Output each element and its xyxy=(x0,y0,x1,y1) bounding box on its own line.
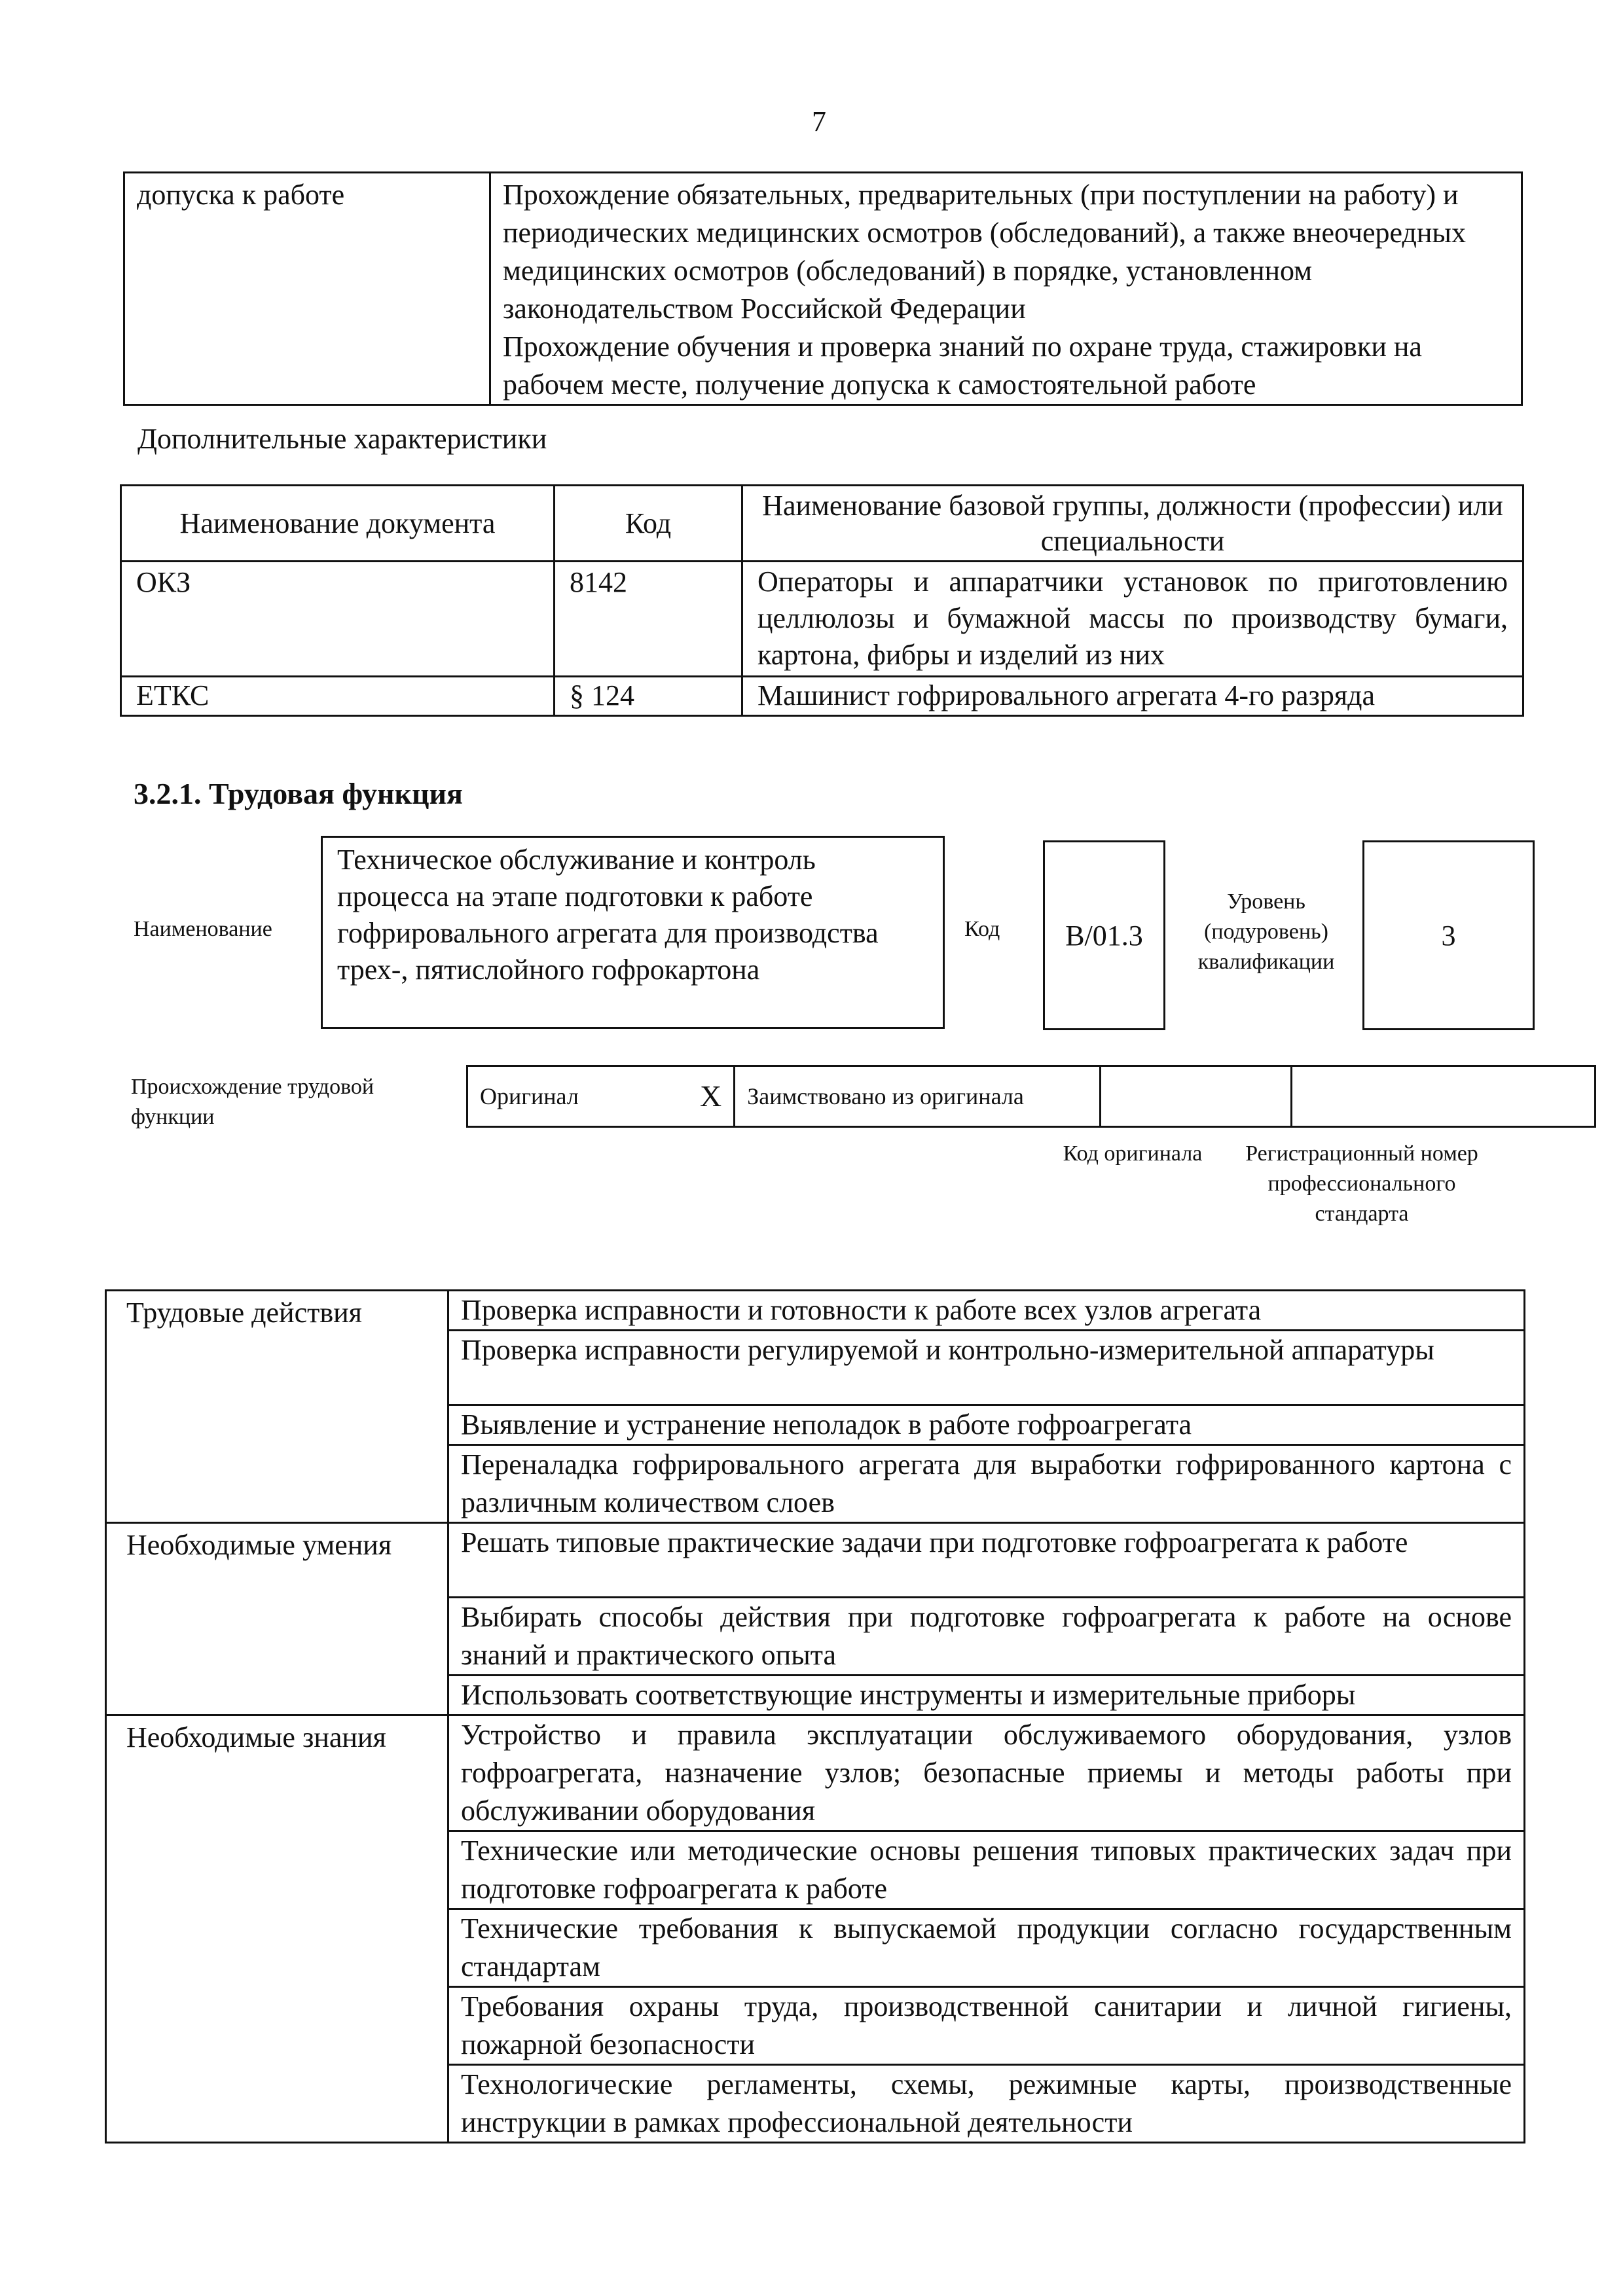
name-label: Наименование xyxy=(134,917,272,941)
row-group: Машинист гофрировального агрегата 4-го разряда xyxy=(742,677,1523,716)
original-code-cell xyxy=(1101,1066,1292,1127)
header-group: Наименование базовой группы, должности (профессии) или специальности xyxy=(742,486,1523,562)
function-name: Техническое обслуживание и контроль процесса на этапе подготовки к работе гофрировального агрегата для производства трех-, пятислойного гофрокартона xyxy=(321,836,945,1029)
code-caption: Код оригинала xyxy=(1063,1141,1203,1166)
category-skills: Необходимые умения xyxy=(106,1523,448,1715)
row-code: 8142 xyxy=(555,562,742,677)
borrowed-label: Заимствовано из оригинала xyxy=(735,1066,1101,1127)
registration-number-cell xyxy=(1292,1066,1596,1127)
reg-caption: Регистрационный номер профессионального стандарта xyxy=(1245,1141,1478,1226)
item: Переналадка гофрировального агрегата для выработки гофрированного картона с различным количеством слоев xyxy=(448,1445,1525,1523)
header-code: Код xyxy=(555,486,742,562)
category-actions: Трудовые действия xyxy=(106,1291,448,1523)
row-group: Операторы и аппаратчики установок по приготовлению целлюлозы и бумажной массы по производству бумаги, картона, фибры и изделий из них xyxy=(742,562,1523,677)
admission-table xyxy=(123,171,1523,406)
item: Выявление и устранение неполадок в работе гофроагрегата xyxy=(448,1405,1525,1445)
level-label: Уровень (подуровень) квалификации xyxy=(1197,889,1335,974)
details-table xyxy=(105,1289,1525,2144)
additional-title: Дополнительные характеристики xyxy=(137,423,547,455)
original-mark: X xyxy=(688,1066,735,1127)
origin-table xyxy=(466,1065,1596,1128)
item: Технологические регламенты, схемы, режимные карты, производственные инструкции в рамках профессиональной деятельности xyxy=(448,2065,1525,2143)
item: Технические требования к выпускаемой продукции согласно государственным стандартам xyxy=(448,1909,1525,1987)
admission-label: допуска к работе xyxy=(124,173,490,405)
item: Выбирать способы действия при подготовке гофроагрегата к работе на основе знаний и практического опыта xyxy=(448,1598,1525,1676)
header-document: Наименование документа xyxy=(121,486,555,562)
admission-text-1: Прохождение обязательных, предварительных (при поступлении на работу) и периодических медицинских осмотров (обследований), а также внеочередных медицинских осмотров (обследований) в порядке, установленном законодательством Российской Федерации xyxy=(503,179,1466,325)
function-title: 3.2.1. Трудовая функция xyxy=(134,777,463,810)
item: Использовать соответствующие инструменты и измерительные приборы xyxy=(448,1676,1525,1715)
item: Требования охраны труда, производственной санитарии и личной гигиены, пожарной безопасности xyxy=(448,1987,1525,2065)
row-doc: ОКЗ xyxy=(121,562,555,677)
item: Проверка исправности регулируемой и контрольно-измерительной аппаратуры xyxy=(448,1331,1525,1405)
level-value: 3 xyxy=(1362,840,1535,1030)
category-knowledge: Необходимые знания xyxy=(106,1715,448,2143)
additional-table xyxy=(120,484,1524,717)
page-number: 7 xyxy=(812,105,826,137)
origin-label: Происхождение трудовой функции xyxy=(131,1075,374,1129)
admission-text-2: Прохождение обучения и проверка знаний по охране труда, стажировки на рабочем месте, получение допуска к самостоятельной работе xyxy=(503,331,1422,401)
row-doc: ЕТКС xyxy=(121,677,555,716)
item: Проверка исправности и готовности к работе всех узлов агрегата xyxy=(448,1291,1525,1331)
original-label: Оригинал xyxy=(467,1066,689,1127)
function-code: B/01.3 xyxy=(1043,840,1165,1030)
item: Решать типовые практические задачи при подготовке гофроагрегата к работе xyxy=(448,1523,1525,1598)
item: Технические или методические основы решения типовых практических задач при подготовке гофроагрегата к работе xyxy=(448,1831,1525,1909)
code-label: Код xyxy=(964,917,1000,941)
row-code: § 124 xyxy=(555,677,742,716)
item: Устройство и правила эксплуатации обслуживаемого оборудования, узлов гофроагрегата, назначение узлов; безопасные приемы и методы работы при обслуживании оборудования xyxy=(448,1715,1525,1831)
